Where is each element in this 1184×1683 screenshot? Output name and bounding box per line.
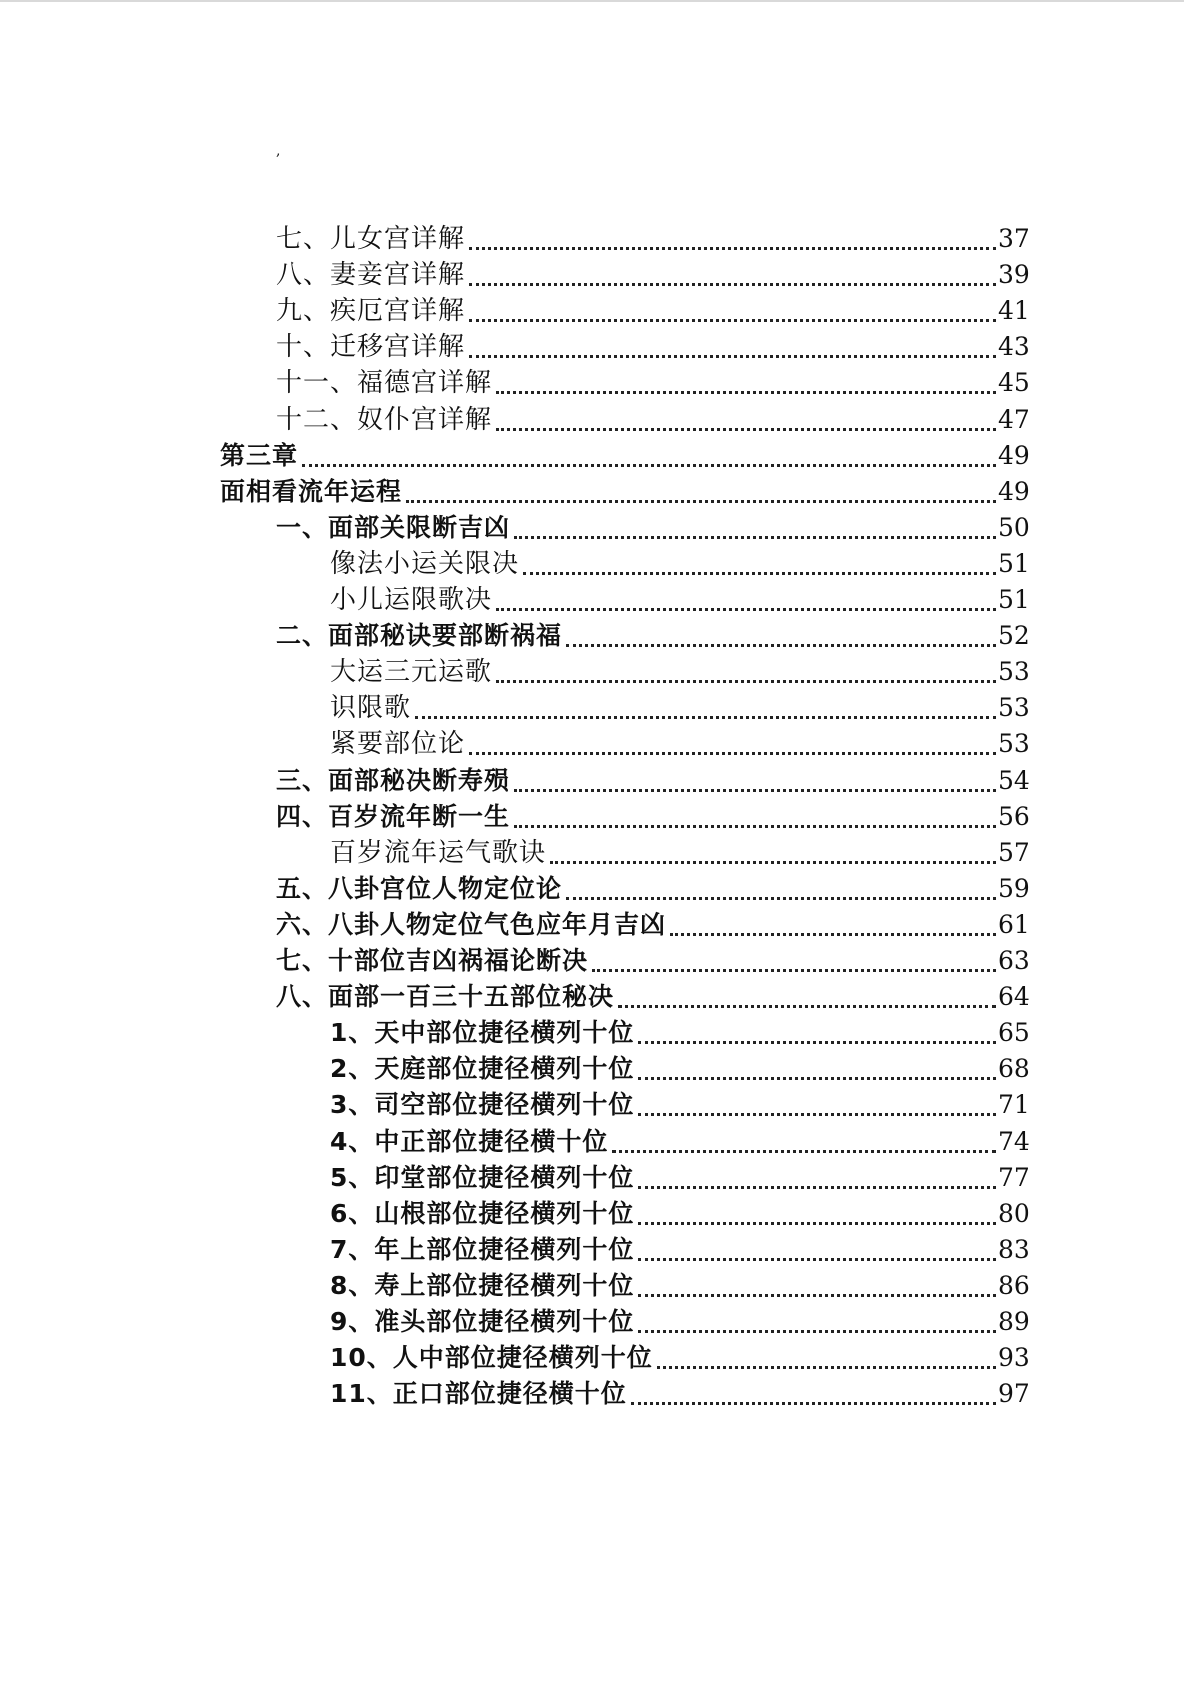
- toc-entry[interactable]: [220, 438, 1028, 474]
- toc-entry[interactable]: [276, 257, 1028, 293]
- toc-dot-leader: [670, 933, 996, 936]
- toc-entry-title: 八、面部一百三十五部位秘决: [276, 982, 615, 1012]
- toc-page-number: 86: [998, 1270, 1030, 1300]
- toc-entry-title: 小儿运限歌决: [330, 585, 493, 615]
- toc-entry-title: 9、准头部位捷径横列十位: [330, 1307, 635, 1336]
- toc-entry-title: 三、面部秘决断寿殒: [276, 765, 511, 795]
- page-mark: ,: [276, 143, 281, 159]
- toc-page-number: 77: [998, 1162, 1030, 1192]
- toc-entry-title: 1、天中部位捷径横列十位: [330, 1018, 635, 1048]
- toc-dot-leader: [638, 1186, 996, 1189]
- toc-page-number: 45: [998, 368, 1030, 398]
- toc-page-number: 56: [998, 801, 1030, 831]
- toc-page-number: 59: [998, 873, 1030, 903]
- toc-page-number: 80: [998, 1198, 1030, 1228]
- toc-entry[interactable]: [276, 618, 1028, 654]
- toc-entry-title: 五、八卦宫位人物定位论: [276, 873, 563, 903]
- toc-entry-title: 一、面部关限断吉凶: [276, 512, 511, 542]
- toc-entry-title: 10、人中部位捷径横列十位: [330, 1343, 653, 1373]
- toc-dot-leader: [638, 1294, 996, 1297]
- toc-entry[interactable]: [276, 943, 1028, 979]
- toc-dot-leader: [496, 428, 996, 431]
- toc-entry[interactable]: [330, 1340, 1028, 1376]
- toc-entry-title: 4、中正部位捷径横十位: [330, 1126, 609, 1156]
- toc-entry[interactable]: [276, 329, 1028, 365]
- toc-dot-leader: [631, 1402, 996, 1405]
- toc-entry-title: 面相看流年运程: [220, 476, 403, 506]
- toc-page-number: 53: [998, 657, 1030, 687]
- toc-entry-title: 识限歌: [330, 693, 412, 724]
- toc-entry[interactable]: [276, 763, 1028, 799]
- toc-entry[interactable]: [330, 726, 1028, 762]
- toc-entry-title: 百岁流年运气歌诀: [330, 837, 547, 868]
- toc-entry-title: 6、山根部位捷径横列十位: [330, 1198, 635, 1228]
- toc-page-number: 57: [998, 837, 1030, 867]
- toc-entry-title: 第三章: [220, 440, 299, 470]
- toc-page-number: 74: [998, 1126, 1030, 1156]
- toc-page-number: 50: [998, 512, 1030, 542]
- toc-entry[interactable]: [330, 1304, 1028, 1340]
- toc-entry[interactable]: [276, 979, 1028, 1015]
- toc-entry[interactable]: [330, 1268, 1028, 1304]
- toc-entry-title: 7、年上部位捷径横列十位: [330, 1234, 635, 1264]
- toc-entry-title: 二、面部秘诀要部断祸福: [276, 621, 563, 651]
- toc-dot-leader: [469, 247, 996, 250]
- toc-entry[interactable]: [276, 293, 1028, 329]
- toc-entry[interactable]: [330, 1232, 1028, 1268]
- toc-entry[interactable]: [276, 907, 1028, 943]
- toc-entry[interactable]: [276, 510, 1028, 546]
- toc-page-number: 49: [998, 476, 1030, 506]
- toc-entry-title: 十一、福德宫详解: [276, 368, 493, 399]
- toc-page-number: 61: [998, 909, 1030, 939]
- toc-entry[interactable]: [330, 690, 1028, 726]
- toc-dot-leader: [657, 1366, 996, 1369]
- toc-entry[interactable]: [276, 221, 1028, 257]
- toc-entry-title: 九、疾厄宫详解: [276, 296, 466, 327]
- toc-page-number: 51: [998, 548, 1030, 578]
- toc-page-number: 71: [998, 1090, 1030, 1120]
- toc-entry[interactable]: [330, 1376, 1028, 1412]
- toc-entry[interactable]: [330, 1160, 1028, 1196]
- toc-dot-leader: [638, 1041, 996, 1044]
- toc-entry[interactable]: [330, 546, 1028, 582]
- toc-entry[interactable]: [276, 799, 1028, 835]
- toc-dot-leader: [469, 355, 996, 358]
- toc-page-number: 52: [998, 621, 1030, 651]
- toc-entry[interactable]: [330, 1196, 1028, 1232]
- toc-page-number: 51: [998, 585, 1030, 614]
- toc-entry-title: 十二、奴仆宫详解: [276, 404, 493, 435]
- toc-entry[interactable]: [330, 1087, 1028, 1123]
- toc-dot-leader: [514, 825, 996, 828]
- toc-entry-title: 5、印堂部位捷径横列十位: [330, 1162, 635, 1192]
- page-top-edge: [0, 0, 1184, 2]
- toc-dot-leader: [638, 1258, 996, 1261]
- toc-dot-leader: [496, 391, 996, 394]
- toc-entry-title: 大运三元运歌: [330, 657, 493, 688]
- toc-entry[interactable]: [220, 474, 1028, 510]
- toc-page-number: 54: [998, 765, 1030, 795]
- toc-entry-title: 3、司空部位捷径横列十位: [330, 1090, 635, 1120]
- toc-entry[interactable]: [276, 402, 1028, 438]
- toc-entry[interactable]: [276, 871, 1028, 907]
- toc-page-number: 65: [998, 1018, 1030, 1048]
- toc-dot-leader: [566, 897, 996, 900]
- toc-dot-leader: [469, 752, 996, 755]
- toc-entry-title: 八、妻妾宫详解: [276, 260, 466, 291]
- toc-entry[interactable]: [330, 1051, 1028, 1087]
- toc-entry[interactable]: [276, 365, 1028, 401]
- toc-dot-leader: [415, 716, 996, 719]
- toc-dot-leader: [638, 1113, 996, 1116]
- toc-entry-title: 六、八卦人物定位气色应年月吉凶: [276, 909, 667, 939]
- toc-dot-leader: [612, 1150, 996, 1153]
- toc-entry[interactable]: [330, 1015, 1028, 1051]
- toc-page-number: 97: [998, 1379, 1030, 1409]
- toc-entry[interactable]: [330, 835, 1028, 871]
- toc-page-number: 47: [998, 404, 1030, 434]
- toc-entry-title: 四、百岁流年断一生: [276, 801, 511, 831]
- toc-entry[interactable]: [330, 582, 1028, 618]
- toc-page-number: 49: [998, 440, 1030, 470]
- toc-page-number: 64: [998, 982, 1030, 1012]
- toc-entry-title: 11、正口部位捷径横十位: [330, 1379, 627, 1409]
- toc-page-number: 37: [998, 224, 1030, 253]
- toc-page-number: 89: [998, 1307, 1030, 1336]
- toc-page-number: 93: [998, 1343, 1030, 1373]
- toc-dot-leader: [618, 1005, 996, 1008]
- toc-dot-leader: [550, 861, 996, 864]
- toc-dot-leader: [523, 572, 996, 575]
- toc-page-number: 53: [998, 693, 1030, 723]
- toc-dot-leader: [496, 680, 996, 683]
- toc-dot-leader: [469, 283, 996, 286]
- toc-page-number: 68: [998, 1054, 1030, 1084]
- toc-entry[interactable]: [330, 1124, 1028, 1160]
- toc-dot-leader: [496, 608, 996, 611]
- toc-dot-leader: [302, 464, 996, 467]
- toc-entry-title: 七、儿女宫详解: [276, 224, 466, 254]
- toc-page-number: 39: [998, 260, 1030, 290]
- toc-dot-leader: [638, 1077, 996, 1080]
- toc-page-number: 63: [998, 946, 1030, 975]
- toc-dot-leader: [406, 500, 996, 503]
- toc-page-number: 43: [998, 332, 1030, 362]
- toc-dot-leader: [514, 536, 996, 539]
- toc-entry[interactable]: [330, 654, 1028, 690]
- toc-entry-title: 紧要部位论: [330, 729, 466, 760]
- toc-entry-title: 十、迁移宫详解: [276, 332, 466, 363]
- toc-entry-title: 2、天庭部位捷径横列十位: [330, 1054, 635, 1084]
- toc-dot-leader: [469, 319, 996, 322]
- toc-dot-leader: [638, 1222, 996, 1225]
- toc-entry-title: 像法小运关限决: [330, 548, 520, 579]
- toc-dot-leader: [592, 969, 996, 972]
- toc-entry-title: 8、寿上部位捷径横列十位: [330, 1270, 635, 1300]
- toc-dot-leader: [566, 644, 996, 647]
- toc-dot-leader: [638, 1330, 996, 1333]
- toc-page-number: 41: [998, 296, 1030, 326]
- toc-page-number: 83: [998, 1234, 1030, 1264]
- toc-dot-leader: [514, 789, 996, 792]
- toc-entry-title: 七、十部位吉凶祸福论断决: [276, 946, 589, 975]
- toc-page-number: 53: [998, 729, 1030, 759]
